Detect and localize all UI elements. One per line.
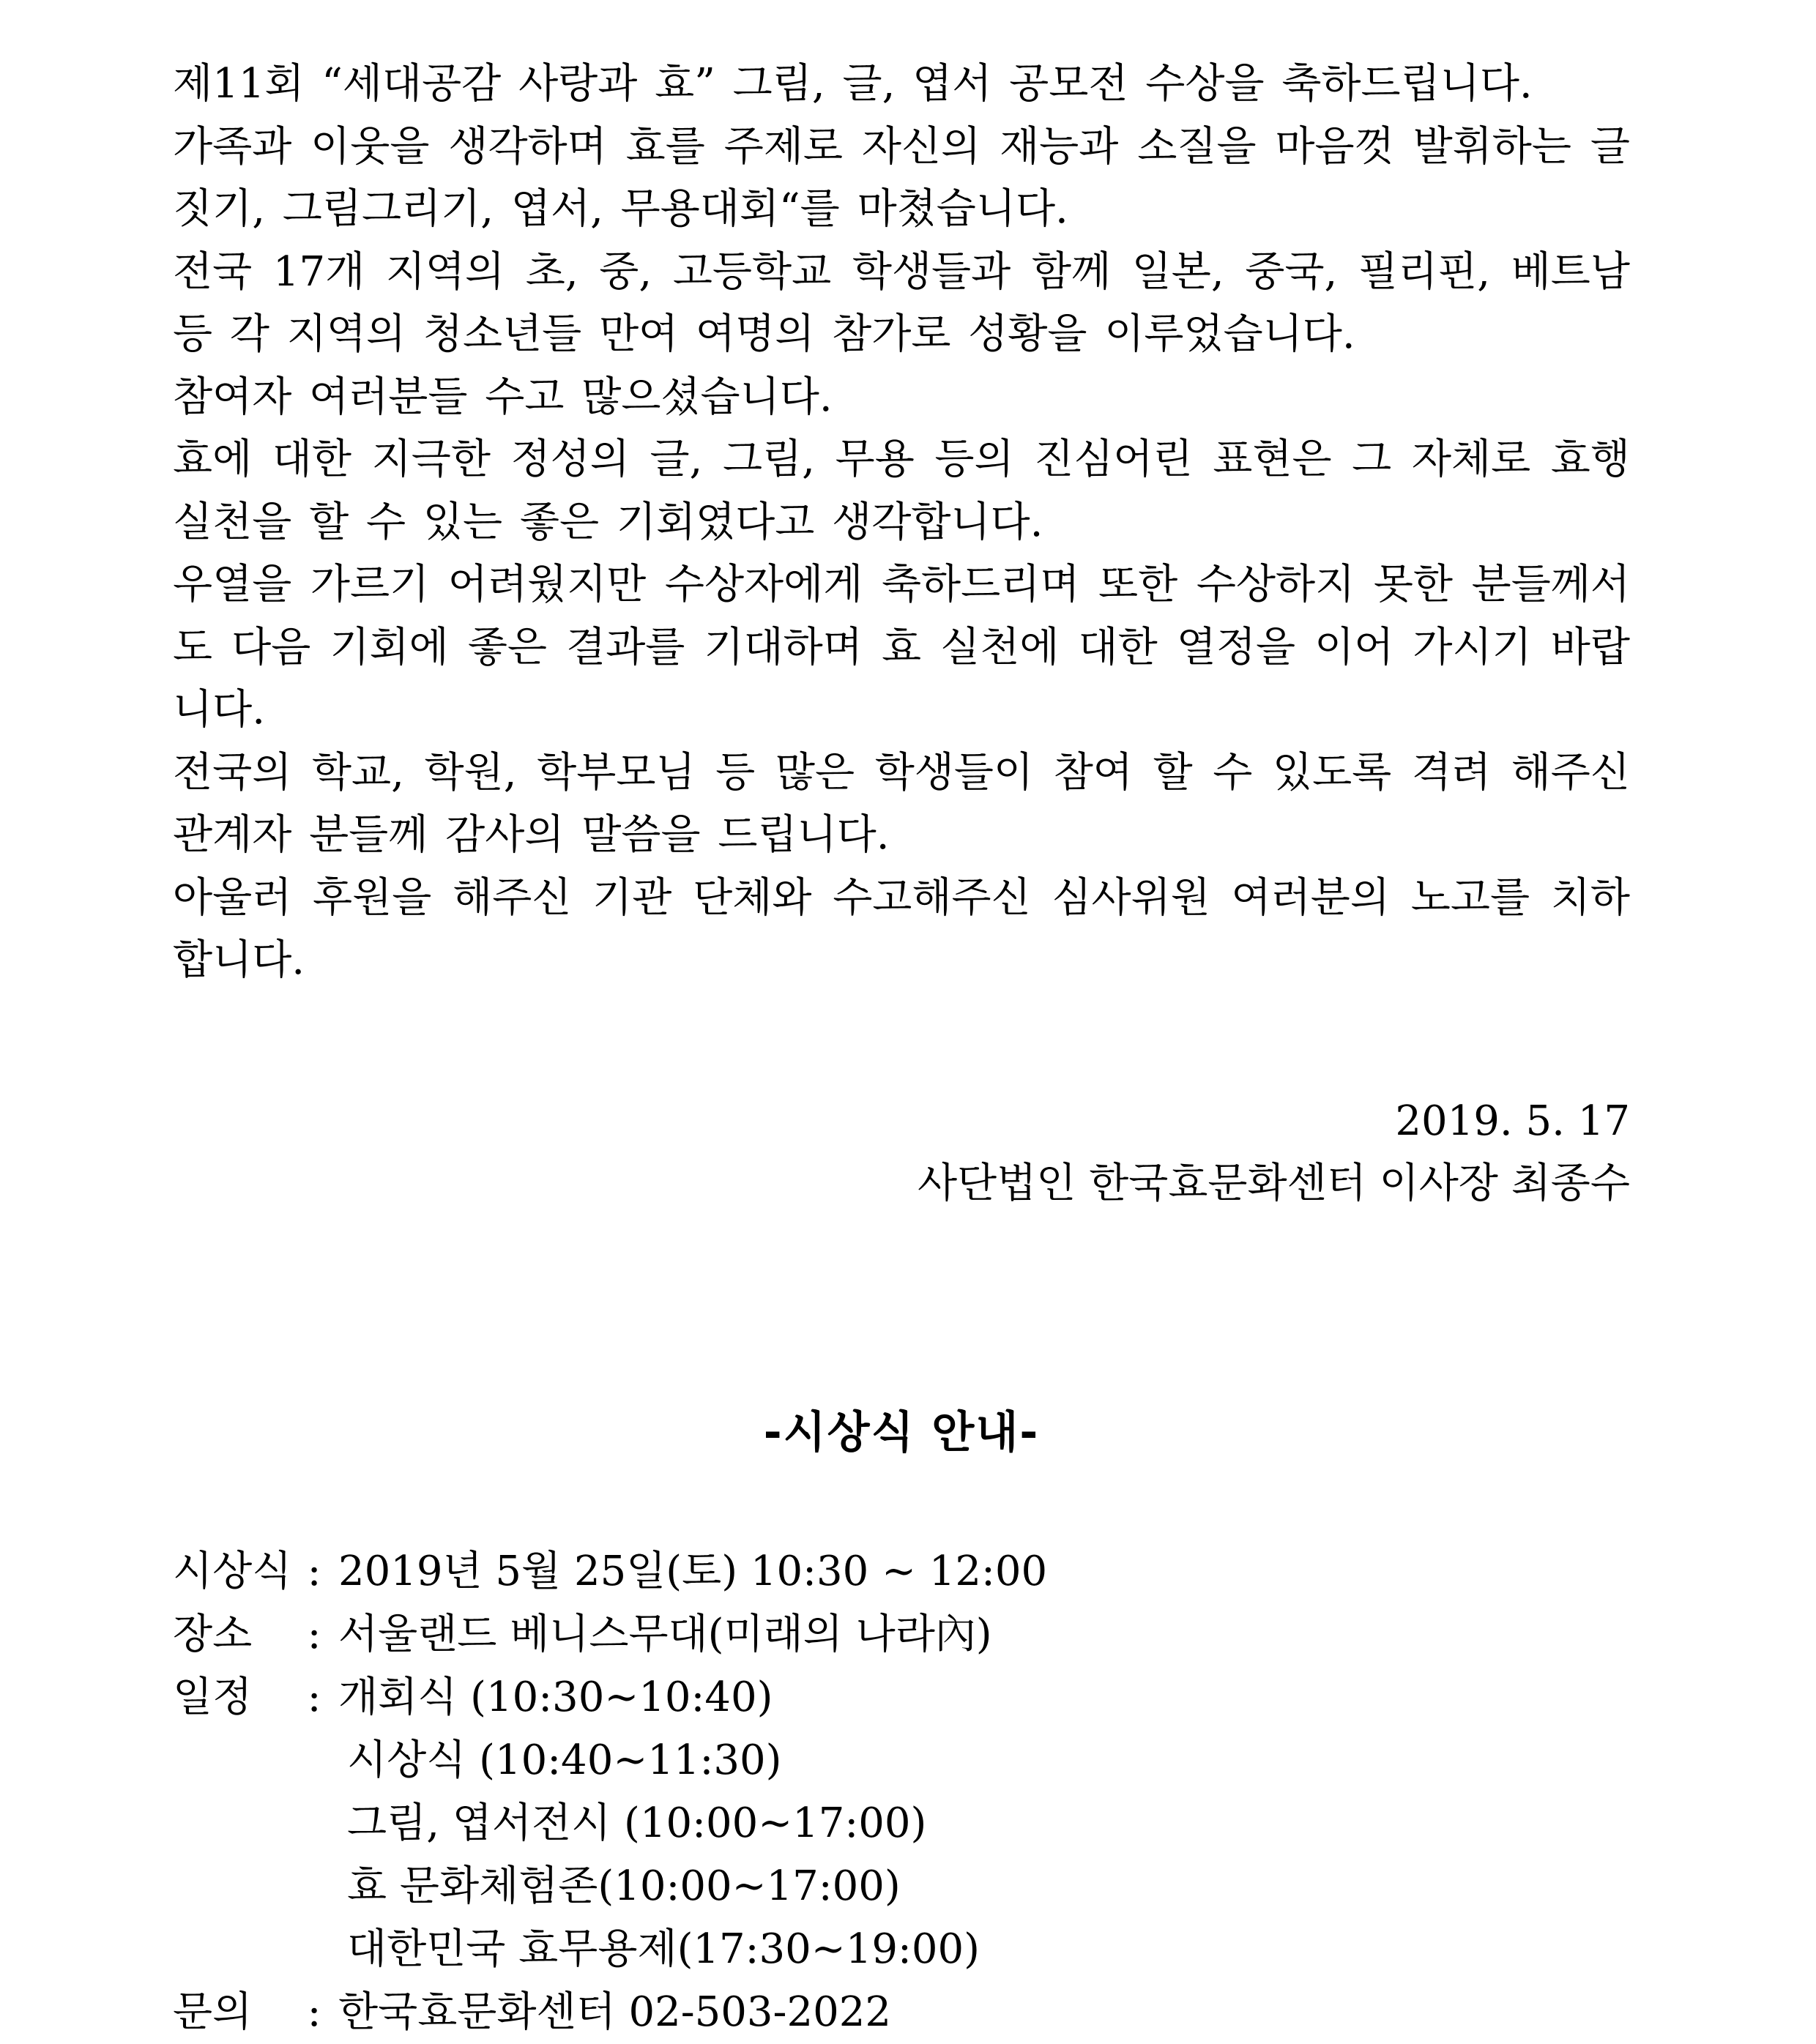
paragraph-2: 가족과 이웃을 생각하며 효를 주제로 자신의 재능과 소질을 마음껏 발휘하는 글짓기, 그림그리기, 엽서, 무용대회“를 마쳤습니다. bbox=[173, 122, 1630, 233]
info-row-ceremony-time bbox=[173, 1540, 1630, 1603]
document-page bbox=[173, 53, 1630, 2044]
schedule-item: 개회식 (10:30~10:40) bbox=[338, 1673, 773, 1721]
schedule-item: 효 문화체험존(10:00~17:00) bbox=[347, 1862, 901, 1910]
schedule-values bbox=[338, 1666, 980, 1981]
paragraph-1: 제11회 “세대공감 사랑과 효” 그림, 글, 엽서 공모전 수상을 축하드립니다. bbox=[173, 60, 1533, 108]
ceremony-info-list bbox=[173, 1540, 1630, 2044]
ceremony-section-title: -시상식 안내- bbox=[763, 1406, 1040, 1458]
info-separator: : bbox=[307, 1988, 321, 2036]
info-separator: : bbox=[307, 1547, 321, 1595]
info-row-contact bbox=[173, 1981, 1630, 2044]
info-values bbox=[338, 1981, 891, 2044]
info-value: 2019년 5월 25일(토) 10:30 ~ 12:00 bbox=[338, 1547, 1048, 1595]
info-label: 시상식 bbox=[173, 1547, 292, 1595]
schedule-item: 대한민국 효무용제(17:30~19:00) bbox=[347, 1925, 980, 1973]
paragraph-3: 전국 17개 지역의 초, 중, 고등학교 학생들과 함께 일본, 중국, 필리핀, 베트남 등 각 지역의 청소년들 만여 여명의 참가로 성황을 이루었습니다. bbox=[173, 247, 1630, 358]
info-label: 일정 bbox=[173, 1673, 253, 1721]
info-row-schedule bbox=[173, 1666, 1630, 1981]
info-separator: : bbox=[307, 1673, 321, 1721]
signature-block bbox=[173, 1090, 1630, 1215]
letter-date: 2019. 5. 17 bbox=[1395, 1097, 1630, 1145]
contact-phone: 한국효문화센터 02-503-2022 bbox=[338, 1988, 891, 2036]
info-label: 장소 bbox=[173, 1610, 253, 1658]
paragraph-4: 참여자 여러분들 수고 많으셨습니다. bbox=[173, 373, 833, 421]
letter-signature: 사단법인 한국효문화센터 이사장 최종수 bbox=[917, 1160, 1630, 1207]
schedule-item: 그림, 엽서전시 (10:00~17:00) bbox=[347, 1799, 927, 1847]
info-value: 서울랜드 베니스무대(미래의 나라內) bbox=[338, 1610, 992, 1658]
info-values bbox=[338, 1603, 992, 1666]
paragraph-6: 우열을 가르기 어려웠지만 수상자에게 축하드리며 또한 수상하지 못한 분들께서도 다음 기회에 좋은 결과를 기대하며 효 실천에 대한 열정을 이어 가시기 바랍니다. bbox=[173, 561, 1630, 734]
letter-body bbox=[173, 53, 1630, 992]
paragraph-7: 전국의 학교, 학원, 학부모님 등 많은 학생들이 참여 할 수 있도록 격려 해주신 관계자 분들께 감사의 말씀을 드립니다. bbox=[173, 748, 1630, 859]
info-separator: : bbox=[307, 1610, 321, 1658]
info-row-venue bbox=[173, 1603, 1630, 1666]
paragraph-5: 효에 대한 지극한 정성의 글, 그림, 무용 등의 진심어린 표현은 그 자체로 효행실천을 할 수 있는 좋은 기회였다고 생각합니다. bbox=[173, 436, 1630, 546]
info-label: 문의 bbox=[173, 1988, 253, 2036]
schedule-item: 시상식 (10:40~11:30) bbox=[347, 1736, 782, 1784]
paragraph-8: 아울러 후원을 해주신 기관 단체와 수고해주신 심사위원 여러분의 노고를 치하합니다. bbox=[173, 873, 1630, 984]
info-values bbox=[338, 1540, 1047, 1603]
